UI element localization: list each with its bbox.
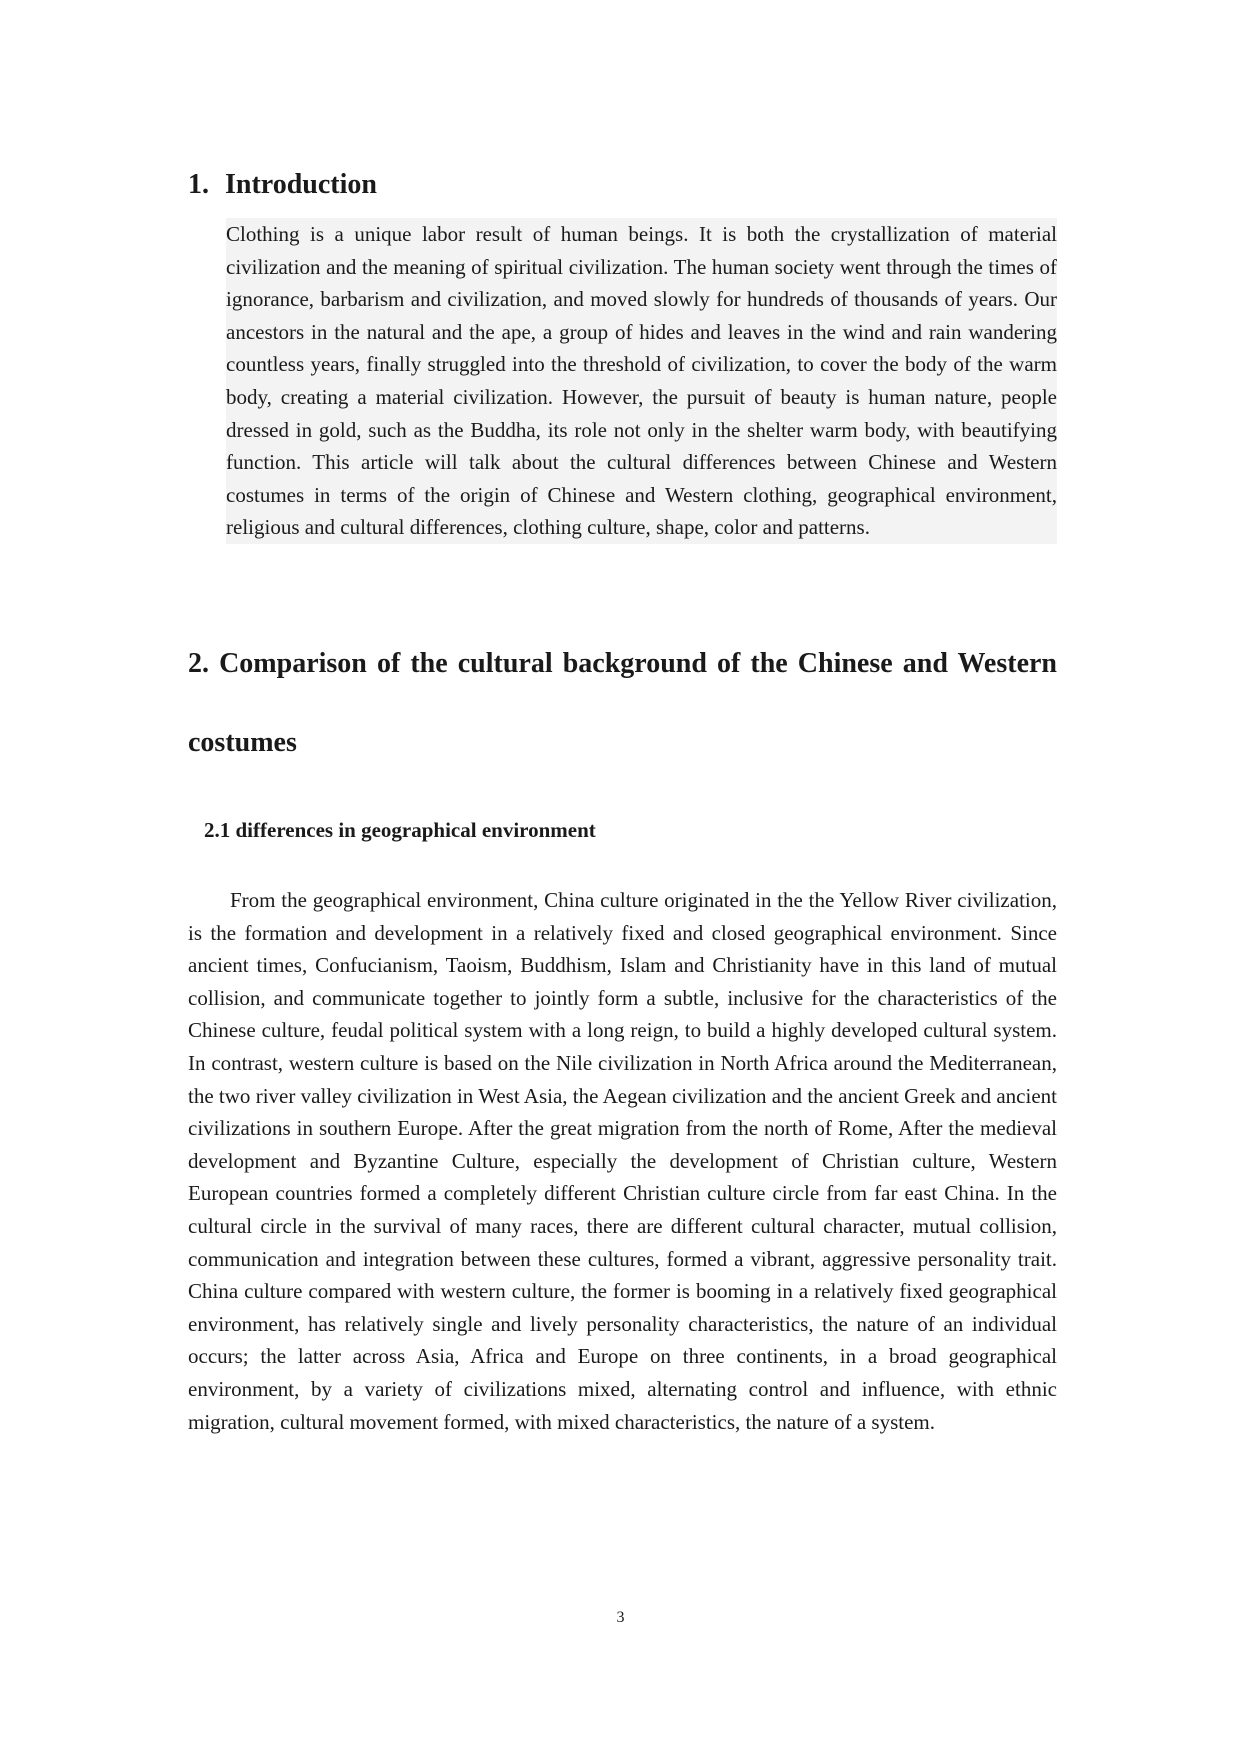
section-2-heading: 2. Comparison of the cultural background of the Chinese and Western costumes <box>188 648 1057 758</box>
section-1-heading <box>188 168 377 202</box>
section-1-number: 1. <box>188 169 209 200</box>
introduction-paragraph: Clothing is a unique labor result of human beings. It is both the crystallization of material civilization and the meaning of spiritual civilization. The human society went through the times of ignorance, barbarism and civilization, and moved slowly for hundreds of thousands of years. Our ancestors in the natural and the ape, a group of hides and leaves in the wind and rain wandering countless years, finally struggled into the threshold of civilization, to cover the body of the warm body, creating a material civilization. However, the pursuit of beauty is human nature, people dressed in gold, such as the Buddha, its role not only in the shelter warm body, with beautifying function. This article will talk about the cultural differences between Chinese and Western costumes in terms of the origin of Chinese and Western clothing, geographical environment, religious and cultural differences, clothing culture, shape, color and patterns. <box>226 218 1057 544</box>
section-1-title: Introduction <box>225 169 377 200</box>
subsection-2-1-heading: 2.1 differences in geographical environment <box>204 818 596 842</box>
page-number: 3 <box>616 1609 625 1626</box>
geography-paragraph: From the geographical environment, China culture originated in the the Yellow River civilization, is the formation and development in a relatively fixed and closed geographical environment. Since ancient times, Confucianism, Taoism, Buddhism, Islam and Christianity have in this land of mutual collision, and communicate together to jointly form a subtle, inclusive for the characteristics of the Chinese culture, feudal political system with a long reign, to build a highly developed cultural system. In contrast, western culture is based on the Nile civilization in North Africa around the Mediterranean, the two river valley civilization in West Asia, the Aegean civilization and the ancient Greek and ancient civilizations in southern Europe. After the great migration from the north of Rome, After the medieval development and Byzantine Culture, especially the development of Christian culture, Western European countries formed a completely different Christian culture circle from far east China. In the cultural circle in the survival of many races, there are different cultural character, mutual collision, communication and integration between these cultures, formed a vibrant, aggressive personality trait. China culture compared with western culture, the former is booming in a relatively fixed geographical environment, has relatively single and lively personality characteristics, the nature of an individual occurs; the latter across Asia, Africa and Europe on three continents, in a broad geographical environment, by a variety of civilizations mixed, alternating control and influence, with ethnic migration, cultural movement formed, with mixed characteristics, the nature of a system. <box>188 888 1057 1434</box>
